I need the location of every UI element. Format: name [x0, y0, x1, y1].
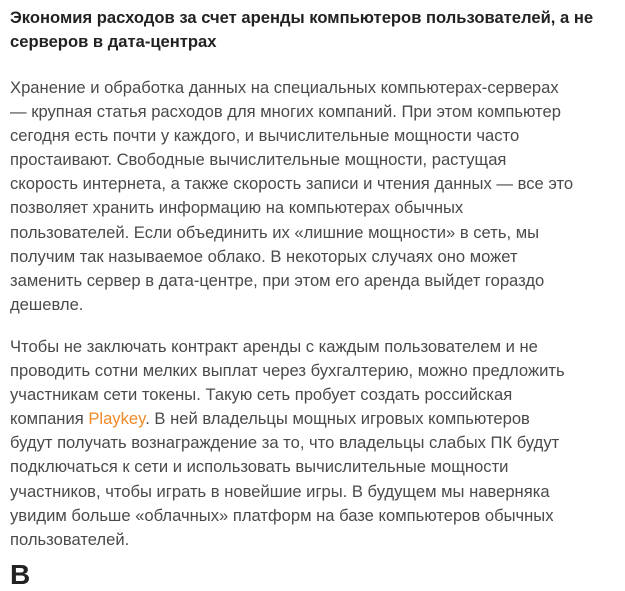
paragraph-line: заменить сервер в дата-центре, при этом его аренда выйдет гораздо: [10, 270, 545, 290]
paragraph-line: Чтобы не заключать контракт аренды с каждым пользователем и не: [10, 337, 538, 356]
heading-line: Экономия расходов за счет аренды компьютеров пользователей, а не: [10, 8, 594, 27]
paragraph-line: позволяет хранить информацию на компьютерах обычных: [10, 198, 464, 218]
paragraph-line: подключаться к сети и использовать вычислительные мощности: [10, 457, 509, 477]
paragraph-line: скорость интернета, а также скорость записи и чтения данных — все это: [10, 174, 574, 194]
paragraph-line: пользователей.: [10, 529, 130, 549]
next-section-heading-partial: В: [10, 559, 31, 590]
heading-line: серверов в дата-центрах: [10, 32, 217, 51]
paragraph-line: простаивают. Свободные вычислительные мощности, растущая: [10, 150, 507, 170]
paragraph-line: сегодня есть почти у каждого, и вычислительные мощности часто: [10, 126, 520, 146]
section-heading: [10, 6, 593, 54]
section-heading-text: [10, 6, 593, 54]
paragraph-line: будут получать вознаграждение за то, что владельцы слабых ПК будут: [10, 433, 560, 453]
paragraph-line: получим так называемое облако. В некоторых случаях оно может: [10, 246, 518, 266]
playkey-link[interactable]: Playkey: [88, 409, 146, 429]
paragraph-text: компания: [10, 409, 89, 429]
paragraph-2: [10, 335, 565, 552]
paragraph-line: Хранение и обработка данных на специальных компьютерах-серверах: [10, 78, 559, 97]
paragraph-line: проводить сотни мелких выплат через бухгалтерию, можно предложить: [10, 361, 565, 381]
paragraph-1: [10, 76, 573, 317]
paragraph-line-with-link: [10, 407, 565, 431]
paragraph-text: . В ней владельцы мощных игровых компьютеров: [145, 409, 530, 429]
paragraph-line: увидим больше «облачных» платформ на базе компьютеров обычных: [10, 505, 554, 525]
paragraph-line: участников, чтобы играть в новейшие игры. В будущем мы наверняка: [10, 481, 550, 501]
paragraph-line: — крупная статья расходов для многих компаний. При этом компьютер: [10, 102, 561, 122]
paragraph-line: пользователей. Если объединить их «лишние мощности» в сеть, мы: [10, 222, 540, 242]
paragraph-line: дешевле.: [10, 294, 84, 314]
paragraph-line: участникам сети токены. Такую сеть пробует создать российская: [10, 385, 513, 405]
